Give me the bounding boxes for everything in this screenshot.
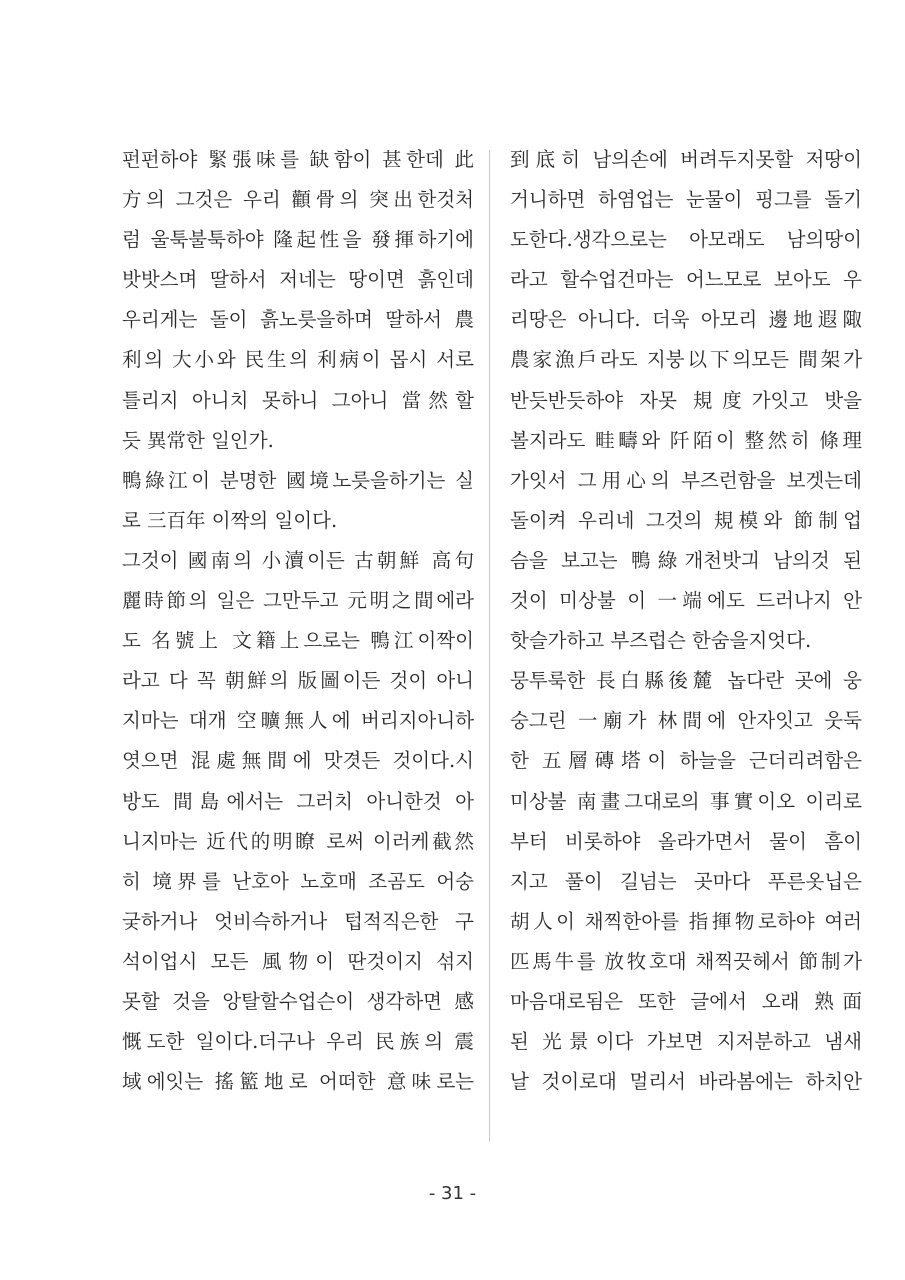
text-line: 到底히 남의손에 버려두지못할 저땅이 <box>510 148 862 171</box>
text-line: 핫슬가하고 부즈럽슨 한숨을지엇다. <box>510 629 812 653</box>
text-line: 뭉투룩한 長白縣後麓 놉다란 곳에 웅 <box>510 669 862 693</box>
text-line: 된 光景이다 가보면 지저분하고 냄새 <box>510 1030 862 1054</box>
text-line: 니지마는 近代的明瞭 로써 이러케截然 <box>122 829 474 853</box>
text-line: 慨도한 일이다.더구나 우리 民族의 震 <box>122 1030 474 1054</box>
text-line: 도 名號上 文籍上으로는 鴨江이짝이 <box>122 629 474 653</box>
text-line: 럼 울툭불툭하야 隆起性을 發揮하기에 <box>122 228 474 252</box>
text-line: 돌이켜 우리네 그것의 規模와 節制업 <box>510 508 862 532</box>
text-line: 날 것이로대 멀리서 바라봄에는 하치안 <box>510 1070 862 1094</box>
text-line: 반듯반듯하야 자못 規度가잇고 밧을 <box>510 388 862 412</box>
text-line: 궂하거나 엇비슥하거나 텁적직은한 구 <box>122 909 474 933</box>
text-line: 方의 그것은 우리 顴骨의 突出한것처 <box>122 188 474 212</box>
text-line: 미상불 南畫그대로의 事實이오 이리로 <box>510 789 862 813</box>
text-line: 匹馬牛를 放牧호대 채찍끗헤서 節制가 <box>510 949 862 973</box>
text-line: 석이업시 모든 風物이 딴것이지 섞지 <box>122 949 474 973</box>
column-divider <box>489 150 490 1142</box>
text-line: 것이 미상불 이 一端에도 드러나지 안 <box>510 589 862 613</box>
text-line: 로 三百年 이짝의 일이다. <box>122 508 338 532</box>
text-line: 라고 다 꼭 朝鮮의 版圖이든 것이 아니 <box>122 669 474 693</box>
text-line: 지마는 대개 空曠無人에 버리지아니하 <box>122 709 474 733</box>
text-line: 거니하면 하염업는 눈물이 핑그를 돌기 <box>510 188 862 212</box>
text-line: 지고 풀이 길넘는 곳마다 푸른옷닙은 <box>510 869 862 893</box>
text-line: 한 五層磚塔이 하늘을 근더리려함은 <box>510 749 862 773</box>
text-line: 틀리지 아니치 못하니 그아니 當然할 <box>122 388 474 412</box>
text-line: 도한다.생각으로는 아모래도 남의땅이 <box>510 228 862 252</box>
text-line: 麗時節의 일은 그만두고 元明之間에라 <box>122 589 474 613</box>
text-line: 숭그린 一廟가 林間에 안자잇고 웃둑 <box>510 709 862 733</box>
text-line: 胡人이 채찍한아를 指揮物로하야 여러 <box>510 909 862 933</box>
text-line: 마음대로됨은 또한 글에서 오래 熟面 <box>510 989 862 1013</box>
text-line: 리땅은 아니다. 더욱 아모리 邊地遐陬 <box>510 308 862 332</box>
text-line: 듯 異常한 일인가. <box>122 428 274 452</box>
text-line: 부터 비롯하야 올라가면서 물이 흠이 <box>510 829 862 853</box>
text-line: 우리게는 돌이 흙노릇을하며 딸하서 農 <box>122 308 474 332</box>
text-line: 볼지라도 畦疇와 阡陌이 整然히 條理 <box>510 428 862 452</box>
text-line: 라고 할수업건마는 어느모로 보아도 우 <box>510 268 862 292</box>
text-line: 밧밧스며 딸하서 저네는 땅이면 흙인데 <box>122 268 474 292</box>
text-line: 못할 것을 앙탈할수업슨이 생각하면 感 <box>122 989 474 1013</box>
text-line: 鴨綠江이 분명한 國境노릇을하기는 실 <box>122 468 474 492</box>
text-line: 가잇서 그用心의 부즈런함을 보겟는데 <box>510 468 862 492</box>
text-line: 利의 大小와 民生의 利病이 몹시 서로 <box>122 348 474 372</box>
text-line: 슴을 보고는 鴨綠개천밧긔 남의것 된 <box>510 548 862 572</box>
text-line: 그것이 國南의 小瀆이든 古朝鮮 高句 <box>122 548 474 572</box>
page-number: - 31 - <box>428 1183 477 1204</box>
text-line: 農家漁戶라도 지붕以下의모든 間架가 <box>510 348 862 372</box>
text-line: 히 境界를 난호아 노호매 조곰도 어숭 <box>122 869 474 893</box>
text-line: 방도 間島에서는 그러치 아니한것 아 <box>122 789 474 813</box>
text-line: 엿으면 混處無間에 맛겻든 것이다.시 <box>122 749 474 773</box>
right-text-column <box>510 140 862 1102</box>
text-line: 域에잇는 搖籃地로 어떠한 意味로는 <box>122 1070 474 1094</box>
left-text-column <box>122 140 474 1102</box>
text-line: 펀펀하야 緊張味를 缺함이 甚한데 此 <box>122 148 474 171</box>
